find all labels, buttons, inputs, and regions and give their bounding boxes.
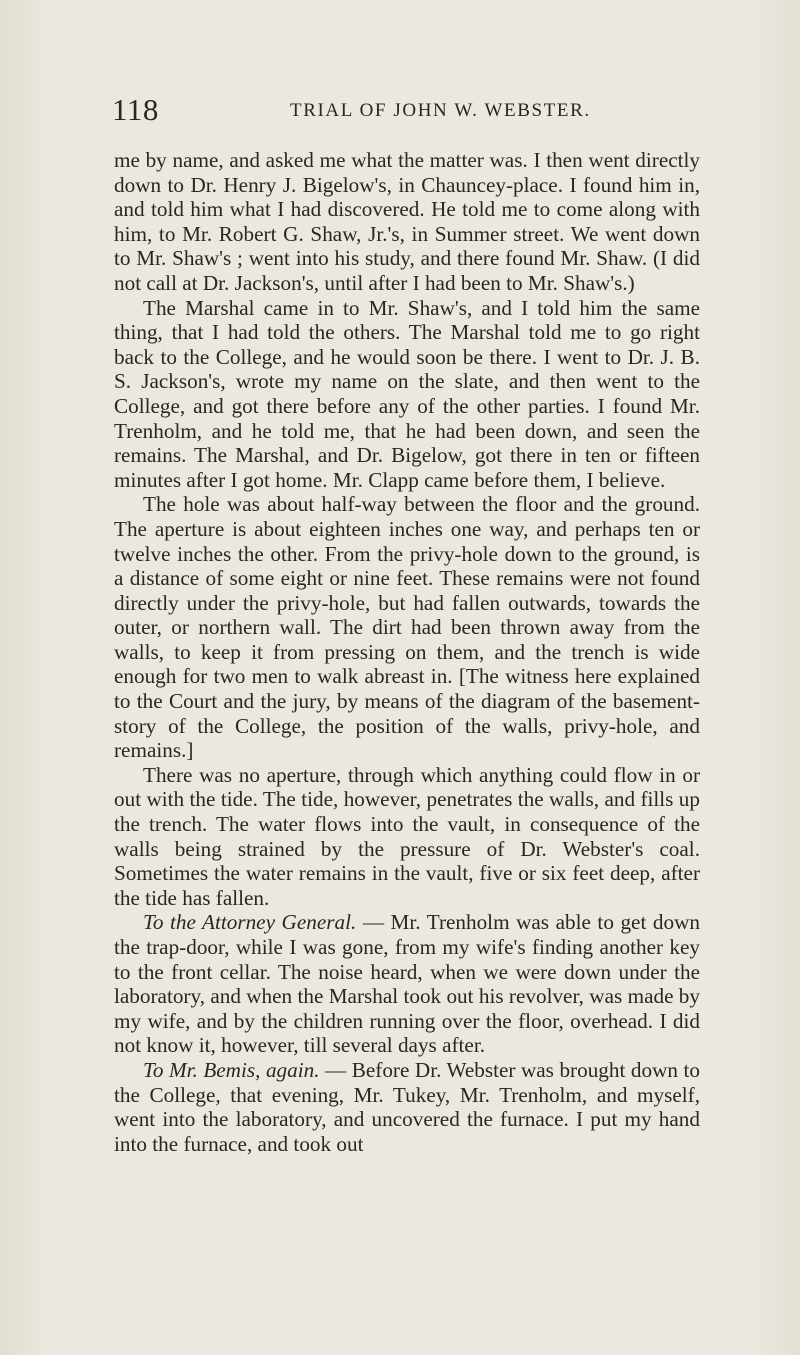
page-header xyxy=(112,92,712,132)
paragraph-to-mr-bemis: To Mr. Bemis, again. — Before Dr. Webster was brought down to the College, that evening, Mr. Tukey, Mr. Trenholm, and myself, went into the laboratory, and uncovered the furnace. I put my hand into the furnace, and took out xyxy=(114,1057,700,1156)
paragraph: me by name, and asked me what the matter was. I then went directly down to Dr. Henry J. Bigelow's, in Chauncey-place. I found him in, and told him what I had discovered. He told me to come along with him, to Mr. Robert G. Shaw, Jr.'s, in Summer street. We went down to Mr. Shaw's ; went into his study, and there found Mr. Shaw. (I did not call at Dr. Jackson's, until after I had been to Mr. Shaw's.) xyxy=(114,148,700,295)
paragraph: The hole was about half-way between the floor and the ground. The aperture is about eighteen inches one way, and perhaps ten or twelve inches the other. From the privy-hole down to the ground, is a distance of some eight or nine feet. These remains were not found directly under the privy-hole, but had fallen outwards, towards the outer, or northern wall. The dirt had been thrown away from the walls, to keep it from pressing on them, and the trench is wide enough for two men to walk abreast in. [The witness here explained to the Court and the jury, by means of the diagram of the basement-story of the College, the position of the walls, privy-hole, and remains.] xyxy=(114,492,700,763)
paragraph: The Marshal came in to Mr. Shaw's, and I told him the same thing, that I had told the others. The Marshal told me to go right back to the College, and he would soon be there. I went to Dr. J. B. S. Jackson's, wrote my name on the slate, and then went to the College, and got there before any of the other parties. I found Mr. Trenholm, and he told me, that he had been down, and seen the remains. The Marshal, and Dr. Bigelow, got there in ten or fifteen minutes after I got home. Mr. Clapp came before them, I believe. xyxy=(114,295,700,492)
examiner-lead: To Mr. Bemis, again. xyxy=(143,1057,320,1082)
examiner-lead: To the Attorney General. xyxy=(143,910,357,935)
page-number: 118 xyxy=(112,92,159,127)
running-head: TRIAL OF JOHN W. WEBSTER. xyxy=(290,100,591,121)
paragraph: There was no aperture, through which anything could flow in or out with the tide. The tide, however, penetrates the walls, and fills up the trench. The water flows into the vault, in consequence of the walls being strained by the pressure of Dr. Webster's coal. Sometimes the water remains in the vault, five or six feet deep, after the tide has fallen. xyxy=(114,762,700,910)
body-text xyxy=(114,148,700,1156)
paragraph-to-attorney-general: To the Attorney General. — Mr. Trenholm was able to get down the trap-door, while I was gone, from my wife's finding another key to the front cellar. The noise heard, when we were down under the laboratory, and when the Marshal took out his revolver, was made by my wife, and by the children running over the floor, overhead. I did not know it, however, till several days after. xyxy=(114,910,700,1058)
